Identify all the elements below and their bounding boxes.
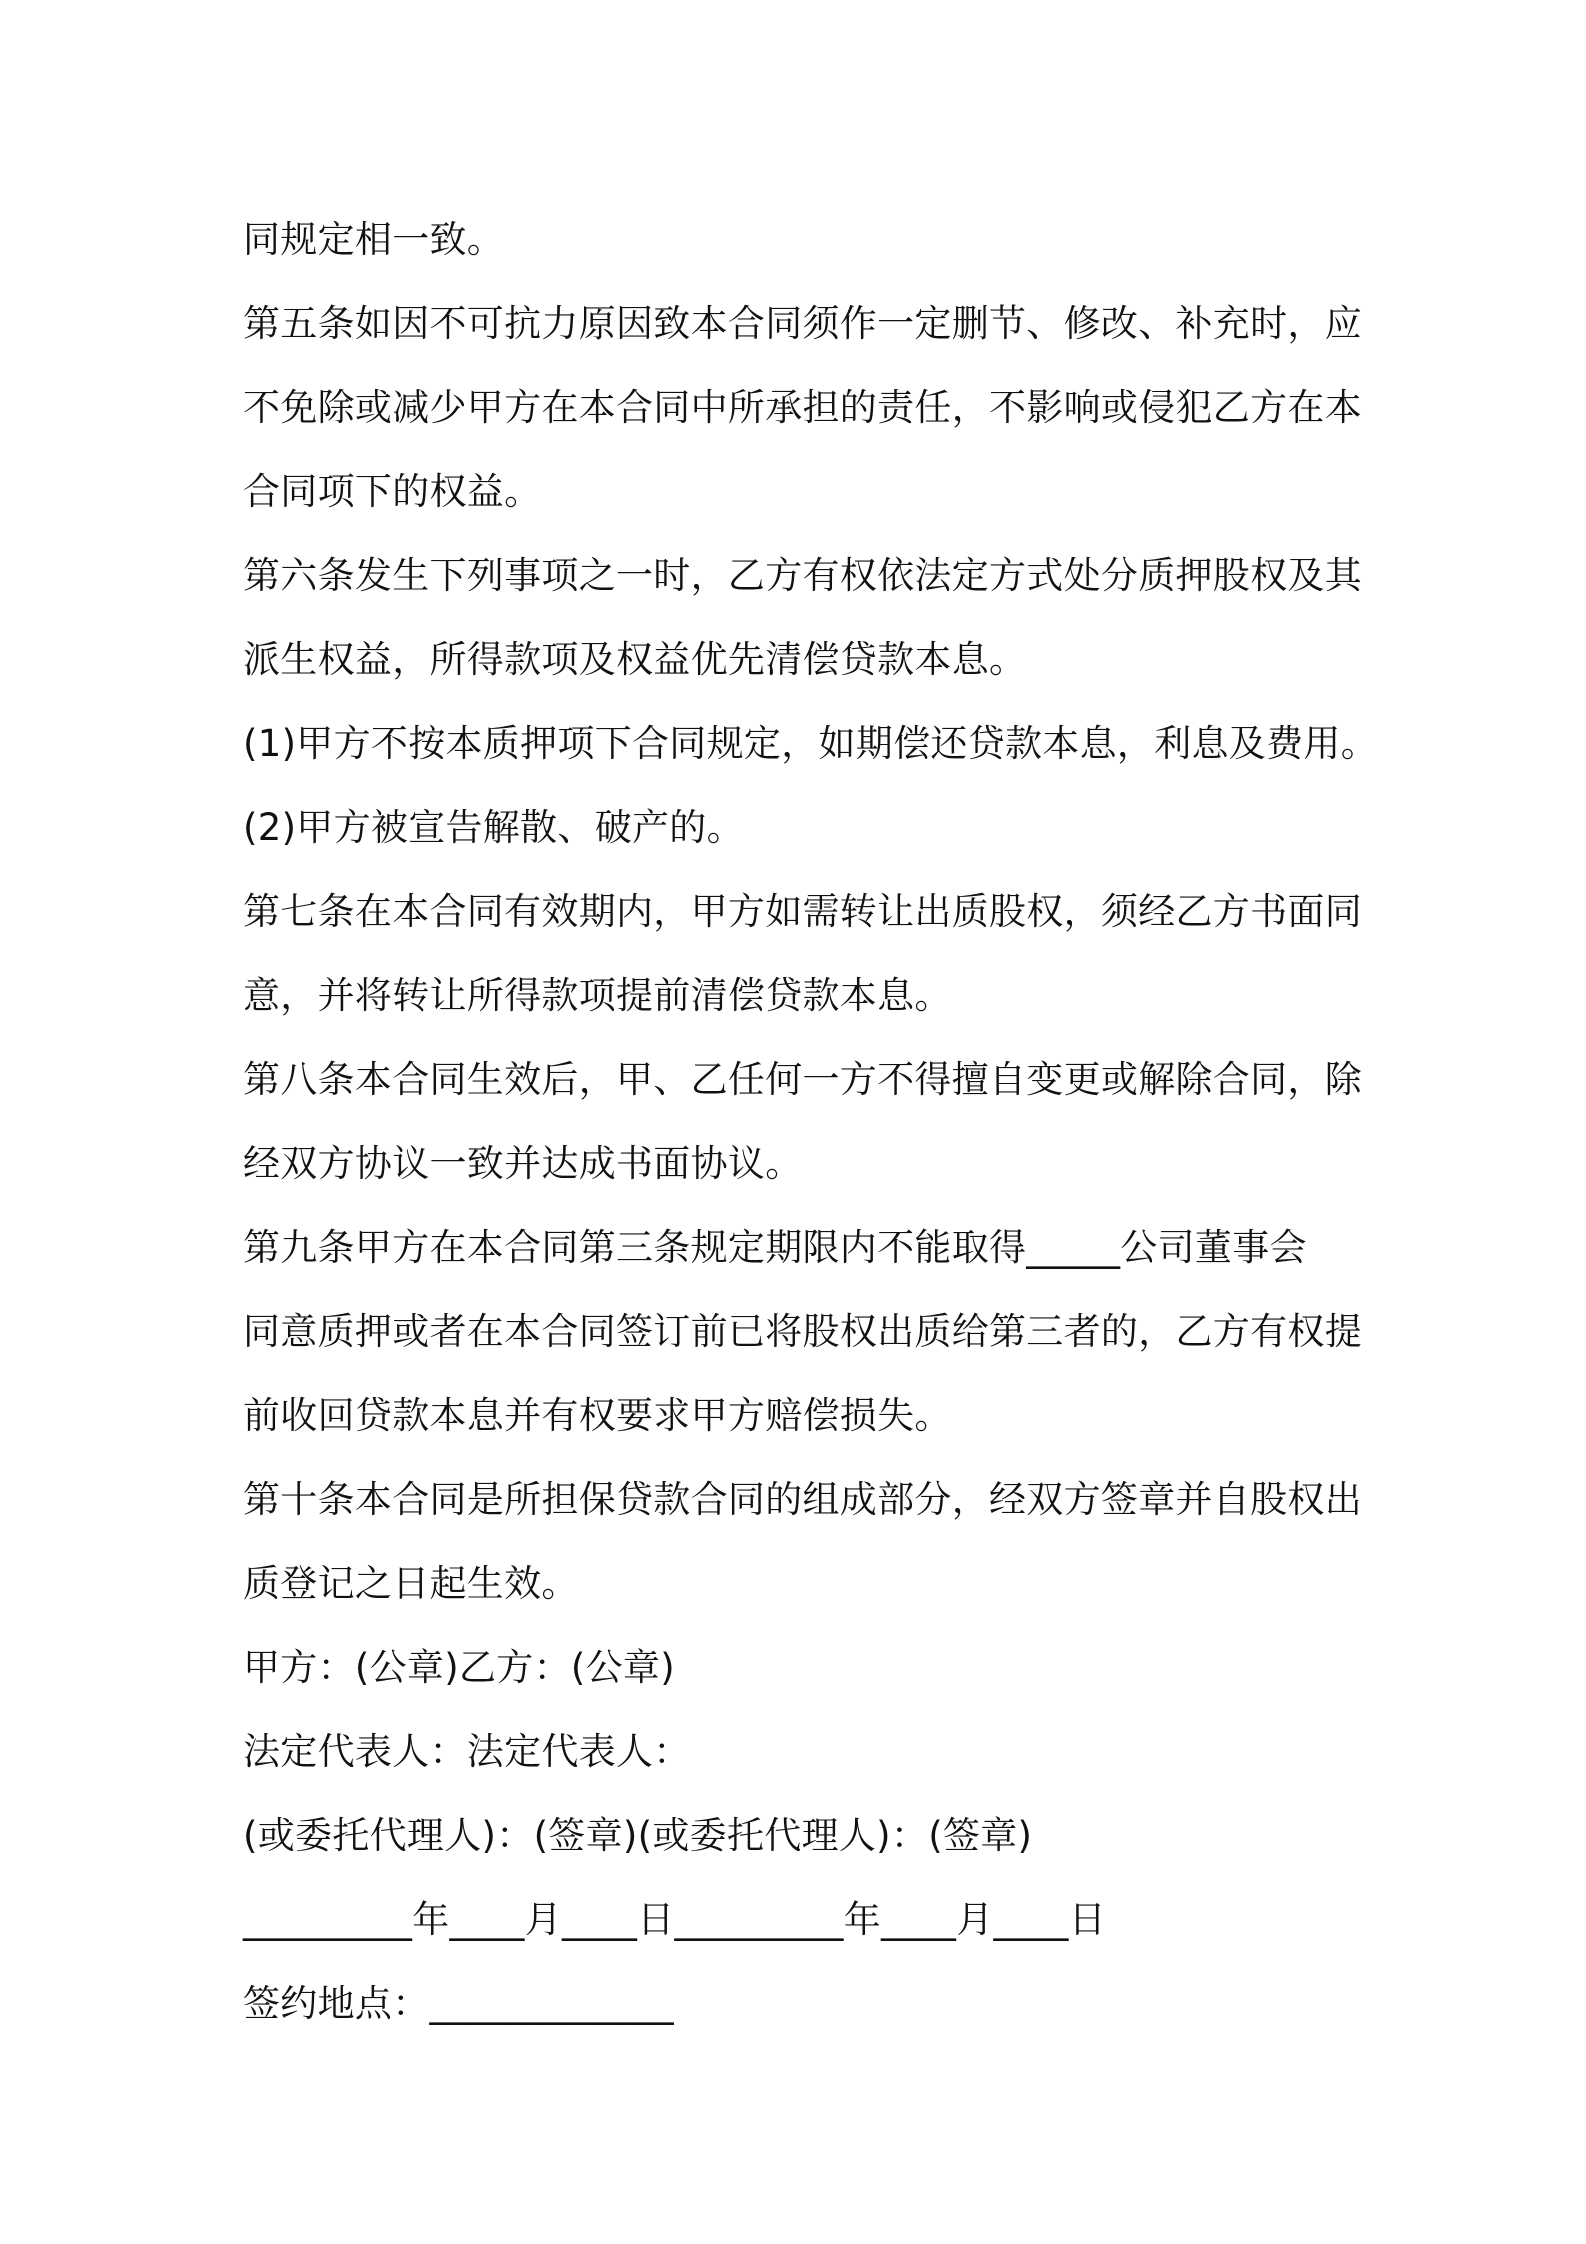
agent-signature-line: (或委托代理人)：(签章)(或委托代理人)：(签章) (243, 1814, 1033, 1857)
text-line: 不免除或减少甲方在本合同中所承担的责任，不影响或侵犯乙方在本 (243, 386, 1362, 429)
text-line: 第九条甲方在本合同第三条规定期限内不能取得_____公司董事会 (243, 1226, 1307, 1269)
text-line: 第十条本合同是所担保贷款合同的组成部分，经双方签章并自股权出 (243, 1478, 1362, 1521)
text-line: 第八条本合同生效后，甲、乙任何一方不得擅自变更或解除合同，除 (243, 1058, 1362, 1101)
text-line: 合同项下的权益。 (243, 470, 542, 513)
text-line: 经双方协议一致并达成书面协议。 (243, 1142, 803, 1185)
text-line: (1)甲方不按本质押项下合同规定，如期偿还贷款本息，利息及费用。 (243, 722, 1379, 765)
text-line: 前收回贷款本息并有权要求甲方赔偿损失。 (243, 1394, 952, 1437)
text-line: 第六条发生下列事项之一时，乙方有权依法定方式处分质押股权及其 (243, 554, 1362, 597)
signature-party-line: 甲方：(公章)乙方：(公章) (243, 1646, 675, 1689)
date-line: _________年____月____日_________年____月____日 (243, 1898, 1106, 1941)
text-line: 同规定相一致。 (243, 218, 505, 261)
text-line: 同意质押或者在本合同签订前已将股权出质给第三者的，乙方有权提 (243, 1310, 1362, 1353)
document-body (243, 198, 1379, 2046)
legal-representative-line: 法定代表人：法定代表人： (243, 1730, 691, 1773)
signing-location-line: 签约地点：_____________ (243, 1982, 674, 2025)
text-line: 第七条在本合同有效期内，甲方如需转让出质股权，须经乙方书面同 (243, 890, 1362, 933)
text-line: 派生权益，所得款项及权益优先清偿贷款本息。 (243, 638, 1027, 681)
text-line: 第五条如因不可抗力原因致本合同须作一定删节、修改、补充时，应 (243, 302, 1362, 345)
text-line: (2)甲方被宣告解散、破产的。 (243, 806, 744, 849)
text-line: 质登记之日起生效。 (243, 1562, 579, 1605)
text-line: 意，并将转让所得款项提前清偿贷款本息。 (243, 974, 952, 1017)
